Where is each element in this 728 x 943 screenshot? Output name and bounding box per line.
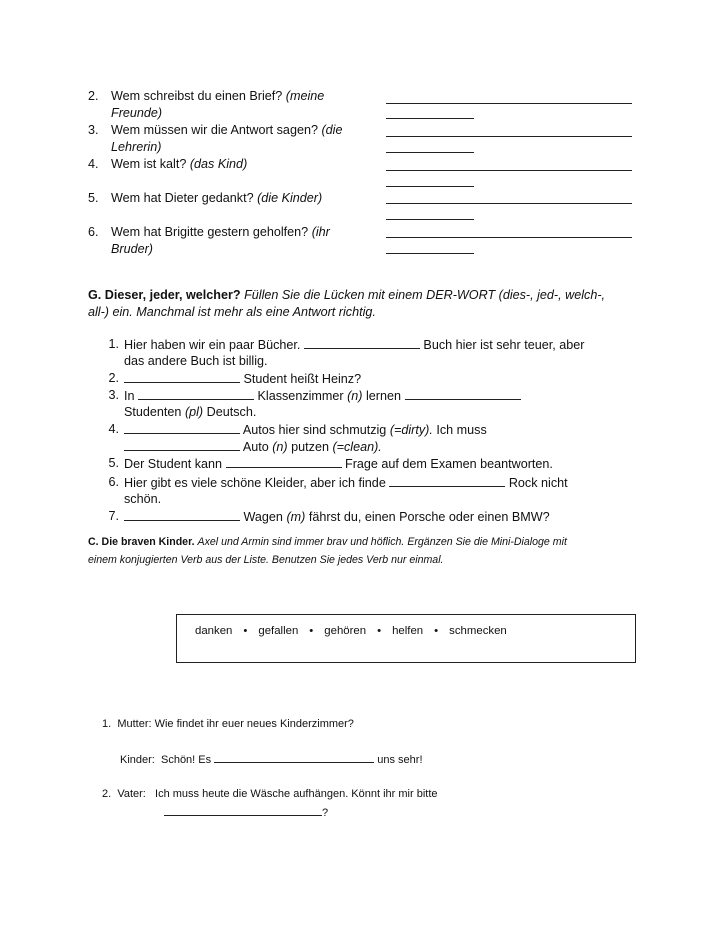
- exercise-g-2: 2. Student heißt Heinz?: [108, 371, 362, 386]
- fill-blank[interactable]: [214, 751, 374, 763]
- exercise-g-4: 4. Autos hier sind schmutzig (=dirty). Ich muss Auto (n) putzen (=clean).: [108, 422, 487, 454]
- exercise-g-1: 1. Hier haben wir ein paar Bücher. Buch hier ist sehr teuer, aber das andere Buch ist billig.: [108, 337, 585, 368]
- exercise-g-5: 5. Der Student kann Frage auf dem Examen beantworten.: [108, 456, 553, 471]
- answer-line[interactable]: [386, 136, 632, 137]
- fill-blank[interactable]: [389, 474, 505, 487]
- verb-item: gehören: [324, 625, 367, 637]
- exercise-g-7: 7. Wagen (m) fährst du, einen Porsche oder einen BMW?: [108, 509, 550, 524]
- verb-list-box: [176, 614, 636, 663]
- dialog-2: 2. Vater: Ich muss heute die Wäsche aufhängen. Könnt ihr mir bitte: [102, 788, 438, 800]
- answer-line[interactable]: [386, 103, 632, 104]
- fill-blank[interactable]: [226, 455, 342, 468]
- verb-item: danken: [195, 625, 233, 637]
- bullet-separator: •: [434, 625, 439, 637]
- answer-line[interactable]: [386, 152, 474, 153]
- verb-item: helfen: [392, 625, 424, 637]
- fill-blank[interactable]: [124, 438, 240, 451]
- answer-line[interactable]: [386, 118, 474, 119]
- answer-line[interactable]: [386, 203, 632, 204]
- question-f-4: 4. Wem ist kalt? (das Kind): [88, 157, 248, 171]
- dialog-2-answer: ?: [164, 804, 464, 821]
- exercise-g-3: 3. In Klassenzimmer (n) lernen Studenten (pl) Deutsch.: [97, 387, 657, 421]
- answer-line[interactable]: [386, 237, 632, 238]
- section-c-heading: C. Die braven Kinder. Axel und Armin sind immer brav und höflich. Ergänzen Sie die Mini-Dialoge mit einem konjugierten Verb aus der Liste. Benutzen Sie jedes Verb nur einmal.: [88, 536, 567, 566]
- bullet-separator: •: [243, 625, 248, 637]
- verb-item: schmecken: [449, 625, 507, 637]
- dialog-1: 1. Mutter: Wie findet ihr euer neues Kinderzimmer?: [102, 718, 354, 730]
- answer-line[interactable]: [386, 170, 632, 171]
- exercise-g-6: 6. Hier gibt es viele schöne Kleider, aber ich finde Rock nicht schön.: [108, 475, 568, 506]
- answer-line[interactable]: [386, 219, 474, 220]
- question-f-6: 6. Wem hat Brigitte gestern geholfen? (ihr Bruder): [88, 225, 330, 256]
- verb-list: [195, 625, 507, 637]
- fill-blank[interactable]: [124, 421, 240, 434]
- question-f-3: 3. Wem müssen wir die Antwort sagen? (die Lehrerin): [88, 123, 343, 154]
- bullet-separator: •: [309, 625, 314, 637]
- verb-item: gefallen: [258, 625, 299, 637]
- fill-blank[interactable]: [405, 387, 521, 400]
- question-f-2: 2. Wem schreibst du einen Brief? (meine Freunde): [88, 89, 325, 120]
- dialog-1-reply: Kinder: Schön! Es uns sehr!: [120, 751, 660, 768]
- fill-blank[interactable]: [164, 804, 322, 816]
- section-g-heading: G. Dieser, jeder, welcher? Füllen Sie die Lücken mit einem DER-WORT (dies-, jed-, welch-, all-) ein. Manchmal ist mehr als eine Antwort richtig.: [88, 288, 606, 319]
- fill-blank[interactable]: [304, 336, 420, 349]
- fill-blank[interactable]: [124, 370, 240, 383]
- fill-blank[interactable]: [124, 508, 240, 521]
- fill-blank[interactable]: [138, 387, 254, 400]
- answer-line[interactable]: [386, 253, 474, 254]
- answer-line[interactable]: [386, 186, 474, 187]
- question-f-5: 5. Wem hat Dieter gedankt? (die Kinder): [88, 191, 323, 205]
- bullet-separator: •: [377, 625, 382, 637]
